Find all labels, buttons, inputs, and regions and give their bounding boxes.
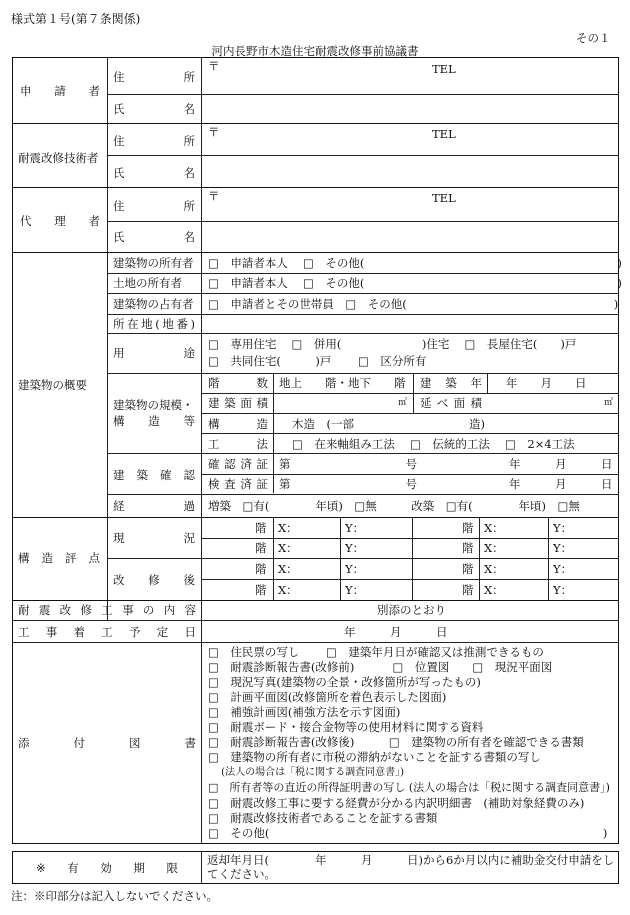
- score-x-label: X：: [278, 562, 298, 576]
- score-x-label: X：: [278, 583, 298, 597]
- work-content-value: 別添のとおり: [377, 603, 446, 617]
- engineer-tel-label: TEL: [432, 127, 456, 141]
- after-retrofit-label: 改 修 後: [113, 573, 195, 587]
- floor-suffix: 階: [255, 583, 267, 597]
- confirmation-cert-label: 確 認 済 証: [208, 457, 268, 471]
- attachment-item[interactable]: □ 耐震ボード・接合金物等の使用材料に関する資料: [208, 720, 484, 734]
- applicant-name-field[interactable]: [203, 96, 617, 121]
- score-y-label: Y：: [345, 583, 365, 597]
- attachment-item[interactable]: □ 耐震改修工事に要する経費が分かる内訳明細書 (補助対象経費のみ): [208, 796, 585, 810]
- start-date-label: 工 事 着 工 予 定 日: [18, 625, 196, 639]
- attachment-item[interactable]: □ 住民票の写し □ 建築年月日が確認又は推測できるもの: [208, 645, 544, 659]
- score-x-label: X：: [278, 541, 298, 555]
- score-x-label: X：: [484, 583, 504, 597]
- score-y-label: Y：: [553, 541, 573, 555]
- attachment-item[interactable]: □ 耐震改修技術者であることを証する書類: [208, 811, 438, 825]
- score-x-label: X：: [484, 541, 504, 555]
- engineer-label: 耐震改修技術者: [18, 151, 99, 165]
- attachments-label: 添 付 図 書: [18, 736, 196, 750]
- score-y-label: Y：: [553, 562, 573, 576]
- start-date-value[interactable]: 年 月 日: [344, 625, 448, 639]
- score-y-label: Y：: [345, 562, 365, 576]
- construction-year-value[interactable]: 年 月 日: [506, 376, 587, 390]
- applicant-address-label: 住 所: [113, 70, 195, 84]
- score-y-label: Y：: [345, 521, 365, 535]
- attachment-item[interactable]: □ 耐震診断報告書(改修前) □ 位置図 □ 現況平面図: [208, 660, 553, 674]
- land-owner-options[interactable]: □ 申請者本人 □ その他( ): [208, 276, 622, 290]
- attachment-item-note: (法人の場合は「税に関する調査同意書」): [208, 767, 404, 778]
- applicant-name-label: 氏 名: [113, 102, 195, 116]
- location-label: 所 在 地 ( 地 番 ): [113, 317, 195, 331]
- building-area-label: 建 築 面 積: [208, 396, 268, 410]
- structural-score-label: 構 造 評 点: [18, 551, 100, 565]
- applicant-label: 申 請 者: [20, 84, 100, 98]
- agent-address-label: 住 所: [113, 199, 195, 213]
- score-y-label: Y：: [553, 583, 573, 597]
- occupant-options[interactable]: □ 申請者とその世帯員 □ その他( ): [208, 297, 619, 311]
- form-number: 様式第１号(第７条関係): [11, 12, 141, 26]
- work-content-label: 耐 震 改 修 工 事 の 内 容: [18, 603, 196, 617]
- attachment-item[interactable]: □ 計画平面図(改修箇所を着色表示した図面): [208, 690, 447, 704]
- use-options-line2[interactable]: □ 共同住宅( )戸 □ 区分所有: [208, 354, 427, 368]
- use-options-line1[interactable]: □ 専用住宅 □ 併用( )住宅 □ 長屋住宅( )戸: [208, 337, 577, 351]
- construction-year-label: 建 築 年: [420, 376, 482, 390]
- floor-suffix: 階: [255, 562, 267, 576]
- footer-note: 注：※印部分は記入しないでください。: [11, 889, 218, 903]
- agent-tel-label: TEL: [432, 191, 456, 205]
- agent-name-label: 氏 名: [113, 230, 195, 244]
- building-owner-options[interactable]: □ 申請者本人 □ その他( ): [208, 256, 622, 270]
- attachment-item[interactable]: □ 所有者等の直近の所得証明書の写し (法人の場合は「税に関する調査同意書」): [208, 781, 610, 794]
- method-label: 工 法: [208, 437, 268, 451]
- score-y-label: Y：: [345, 541, 365, 555]
- validity-line2: てください。: [207, 867, 276, 881]
- building-owner-label: 建築物の所有者: [113, 256, 194, 270]
- method-options[interactable]: □ 在来軸組み工法 □ 伝統的工法 □ 2×4工法: [292, 437, 575, 451]
- engineer-postal-mark: 〒: [208, 125, 220, 139]
- land-owner-label: 土地の所有者: [113, 276, 182, 290]
- attachment-item[interactable]: □ 現況写真(建築物の全景・改修箇所が写ったもの): [208, 675, 481, 689]
- page-mark: その１: [576, 31, 611, 45]
- current-condition-label: 現 況: [113, 531, 195, 545]
- validity-line1: 返却年月日( 年 月 日)から6か月以内に補助金交付申請をし: [207, 853, 615, 867]
- form-title: 河内長野市木造住宅耐震改修事前協議書: [211, 44, 419, 58]
- occupant-label: 建築物の占有者: [113, 297, 194, 311]
- scale-structure-label-2: 構 造 等: [113, 414, 195, 428]
- attachment-item[interactable]: □ 耐震診断報告書(改修後) □ 建築物の所有者を確認できる書類: [208, 735, 584, 749]
- floor-suffix: 階: [462, 562, 474, 576]
- attachment-item[interactable]: □ 建築物の所有者に市税の滞納がないことを証する書類の写し: [208, 750, 541, 764]
- applicant-tel-label: TEL: [432, 62, 456, 76]
- history-options[interactable]: 増築 □有( 年頃) □無 改築 □有( 年頃) □無: [208, 499, 580, 513]
- applicant-postal-mark: 〒: [208, 59, 220, 73]
- agent-label: 代 理 者: [20, 214, 100, 228]
- building-confirmation-label: 建 築 確 認: [113, 468, 195, 482]
- structure-value[interactable]: 木造 (一部 造): [292, 417, 485, 431]
- building-area-unit: ㎡: [398, 398, 408, 408]
- confirmation-cert-value[interactable]: 第 号 年 月 日: [279, 457, 613, 471]
- validity-label: ※ 有 効 期 限: [36, 861, 178, 875]
- floor-suffix: 階: [462, 583, 474, 597]
- inspection-cert-label: 検 査 済 証: [208, 477, 268, 491]
- building-overview-label: 建築物の概要: [18, 378, 87, 392]
- attachment-item[interactable]: □ 補強計画図(補強方法を示す図面): [208, 705, 401, 719]
- score-y-label: Y：: [553, 521, 573, 535]
- engineer-name-label: 氏 名: [113, 166, 195, 180]
- floors-value[interactable]: 地上 階・地下 階: [279, 376, 406, 390]
- score-x-label: X：: [484, 562, 504, 576]
- floor-suffix: 階: [255, 521, 267, 535]
- scale-structure-label-1: 建築物の規模・: [113, 398, 194, 412]
- use-label: 用 途: [113, 346, 195, 360]
- floor-area-label: 延 べ 面 積: [420, 396, 482, 410]
- structure-label: 構 造: [208, 417, 268, 431]
- score-x-label: X：: [484, 521, 504, 535]
- agent-postal-mark: 〒: [208, 189, 220, 203]
- floor-suffix: 階: [462, 541, 474, 555]
- inspection-cert-value[interactable]: 第 号 年 月 日: [279, 477, 613, 491]
- engineer-address-label: 住 所: [113, 134, 195, 148]
- floors-label: 階 数: [208, 376, 268, 390]
- score-x-label: X：: [278, 521, 298, 535]
- floor-suffix: 階: [255, 541, 267, 555]
- floor-suffix: 階: [462, 521, 474, 535]
- floor-area-unit: ㎡: [604, 398, 614, 408]
- attachment-item[interactable]: □ その他( ): [208, 826, 608, 840]
- history-label: 経 過: [113, 499, 195, 513]
